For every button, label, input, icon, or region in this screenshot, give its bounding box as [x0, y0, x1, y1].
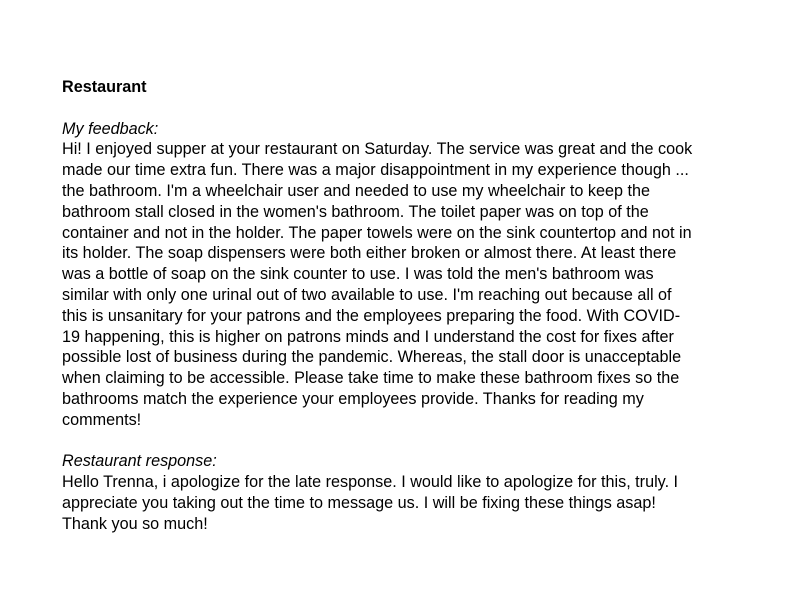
feedback-line: its holder. The soap dispensers were both either broken or almost there. At least there	[62, 244, 677, 263]
feedback-line: Hi! I enjoyed supper at your restaurant on Saturday. The service was great and the cook	[62, 140, 693, 159]
feedback-line: comments!	[62, 410, 142, 429]
feedback-line: when claiming to be accessible. Please take time to make these bathroom fixes so the	[62, 369, 680, 388]
response-line: Thank you so much!	[62, 514, 208, 533]
feedback-line: container and not in the holder. The paper towels were on the sink countertop and not in	[62, 223, 692, 242]
feedback-line: made our time extra fun. There was a major disappointment in my experience though ...	[62, 161, 689, 180]
feedback-line: similar with only one urinal out of two available to use. I'm reaching out because all of	[62, 285, 672, 304]
response-line: appreciate you taking out the time to message us. I will be fixing these things asap!	[62, 493, 656, 512]
document-title: Restaurant	[62, 78, 147, 96]
feedback-label: My feedback:	[62, 119, 159, 138]
response-line: Hello Trenna, i apologize for the late response. I would like to apologize for this, truly. I	[62, 473, 679, 492]
feedback-line: bathrooms match the experience your employees provide. Thanks for reading my	[62, 389, 644, 408]
feedback-line: the bathroom. I'm a wheelchair user and needed to use my wheelchair to keep the	[62, 181, 650, 200]
feedback-line: 19 happening, this is higher on patrons minds and I understand the cost for fixes after	[62, 327, 674, 346]
response-label: Restaurant response:	[62, 452, 217, 471]
document	[62, 77, 762, 535]
feedback-line: possible lost of business during the pandemic. Whereas, the stall door is unacceptable	[62, 348, 682, 367]
spacer	[62, 431, 762, 452]
feedback-line: bathroom stall closed in the women's bathroom. The toilet paper was on top of the	[62, 202, 649, 221]
feedback-line: was a bottle of soap on the sink counter to use. I was told the men's bathroom was	[62, 265, 654, 284]
response-text	[62, 472, 762, 534]
spacer	[62, 98, 762, 119]
feedback-line: this is unsanitary for your patrons and the employees preparing the food. With COVID-	[62, 306, 681, 325]
feedback-text	[62, 139, 762, 430]
